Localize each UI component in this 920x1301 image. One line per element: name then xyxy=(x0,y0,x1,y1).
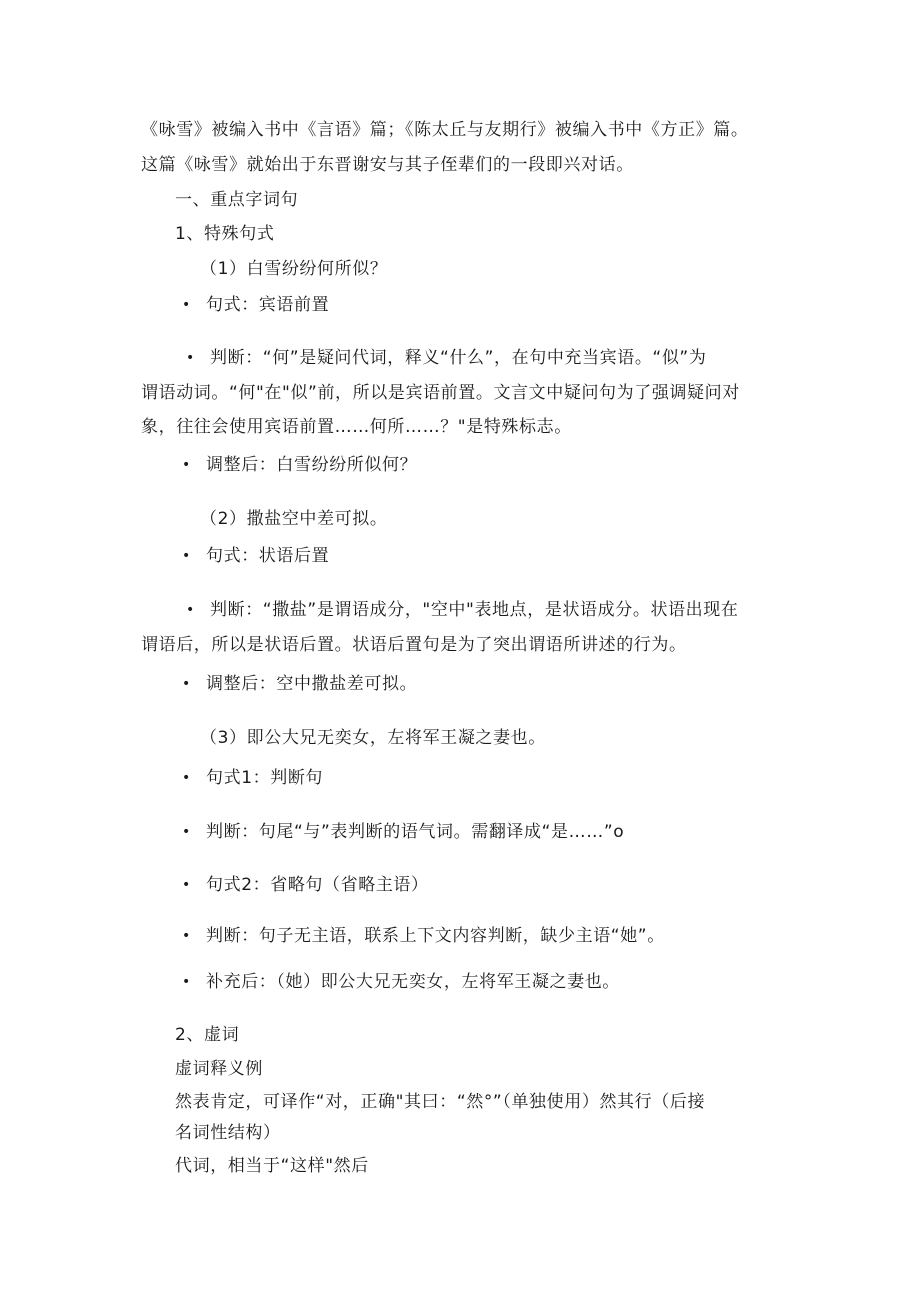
bullet-icon: • xyxy=(182,676,191,692)
bullet-icon: • xyxy=(182,824,191,840)
section-heading-function-words: 2、虚词 xyxy=(175,1025,240,1045)
item3-supplement-text: 补充后：（她）即公大兄无奕女，左将军王凝之妻也。 xyxy=(206,972,620,992)
item1-judge-line-3: 象，往往会使用宾语前置……何所……？"是特殊标志。 xyxy=(141,417,572,437)
bullet-icon: • xyxy=(182,548,191,564)
bullet-icon: • xyxy=(182,770,191,786)
item1-adjusted-text: 调整后：白雪纷纷所似何？ xyxy=(206,455,418,475)
item1-pattern xyxy=(182,294,329,316)
bullet-icon: • xyxy=(186,350,195,366)
item3-judge-2-text: 判断：句子无主语，联系上下文内容判断，缺少主语“她”。 xyxy=(206,926,665,946)
item3-judge-2 xyxy=(182,925,665,947)
item2-judge-line-1 xyxy=(186,599,738,621)
bullet-icon: • xyxy=(182,974,191,990)
item2-adjusted xyxy=(182,673,417,695)
bullet-icon: • xyxy=(186,602,195,618)
item1-adjusted xyxy=(182,454,417,476)
item3-pattern-2 xyxy=(182,874,429,896)
function-word-row-1-line-2: 名词性结构） xyxy=(175,1123,281,1143)
subheading-special-sentences: 1、特殊句式 xyxy=(175,224,275,244)
item3-pattern-1 xyxy=(182,767,323,789)
function-word-table-header: 虚词释义例 xyxy=(175,1059,263,1079)
bullet-icon: • xyxy=(182,457,191,473)
function-word-row-2: 代词，相当于“这样"然后 xyxy=(175,1156,369,1176)
intro-line-2: 这篇《咏雪》就始出于东晋谢安与其子侄辈们的一段即兴对话。 xyxy=(141,155,634,175)
bullet-icon: • xyxy=(182,877,191,893)
item2-adjusted-text: 调整后：空中撒盐差可拟。 xyxy=(206,674,418,694)
item2-pattern xyxy=(182,545,329,567)
item3-pattern-2-text: 句式2：省略句（省略主语） xyxy=(206,875,429,895)
item3-pattern-1-text: 句式1：判断句 xyxy=(206,768,324,788)
item3-judge-1 xyxy=(182,821,624,843)
item2-pattern-text: 句式：状语后置 xyxy=(206,546,330,566)
section-heading-key-words: 一、重点字词句 xyxy=(175,190,299,210)
item2-title: （2）撒盐空中差可拟。 xyxy=(200,509,388,529)
item1-judge-line-1 xyxy=(186,347,706,369)
item3-title: （3）即公大兄无奕女，左将军王凝之妻也。 xyxy=(200,728,546,748)
item1-title: （1）白雪纷纷何所似？ xyxy=(200,259,388,279)
item2-judge-text-1: 判断：“撒盐”是谓语成分，"空中"表地点，是状语成分。状语出现在 xyxy=(210,600,739,620)
intro-line-1: 《咏雪》被编入书中《言语》篇；《陈太丘与友期行》被编入书中《方正》篇。 xyxy=(141,120,749,140)
bullet-icon: • xyxy=(182,928,191,944)
item1-judge-text-1: 判断：“何”是疑问代词，释义“什么”，在句中充当宾语。“似”为 xyxy=(210,348,707,368)
item1-pattern-text: 句式：宾语前置 xyxy=(206,295,330,315)
function-word-row-1-line-1: 然表肯定，可译作“对，正确"其曰：“然°”（单独使用）然其行（后接 xyxy=(175,1092,706,1112)
item1-judge-line-2: 谓语动词。“何"在"似”前，所以是宾语前置。文言文中疑问句为了强调疑问对 xyxy=(141,383,740,403)
item3-judge-1-text: 判断：句尾“与”表判断的语气词。需翻译成“是……”o xyxy=(206,822,625,842)
item2-judge-line-2: 谓语后，所以是状语后置。状语后置句是为了突出谓语所讲述的行为。 xyxy=(141,635,687,655)
item3-supplement xyxy=(182,971,620,993)
bullet-icon: • xyxy=(182,297,191,313)
